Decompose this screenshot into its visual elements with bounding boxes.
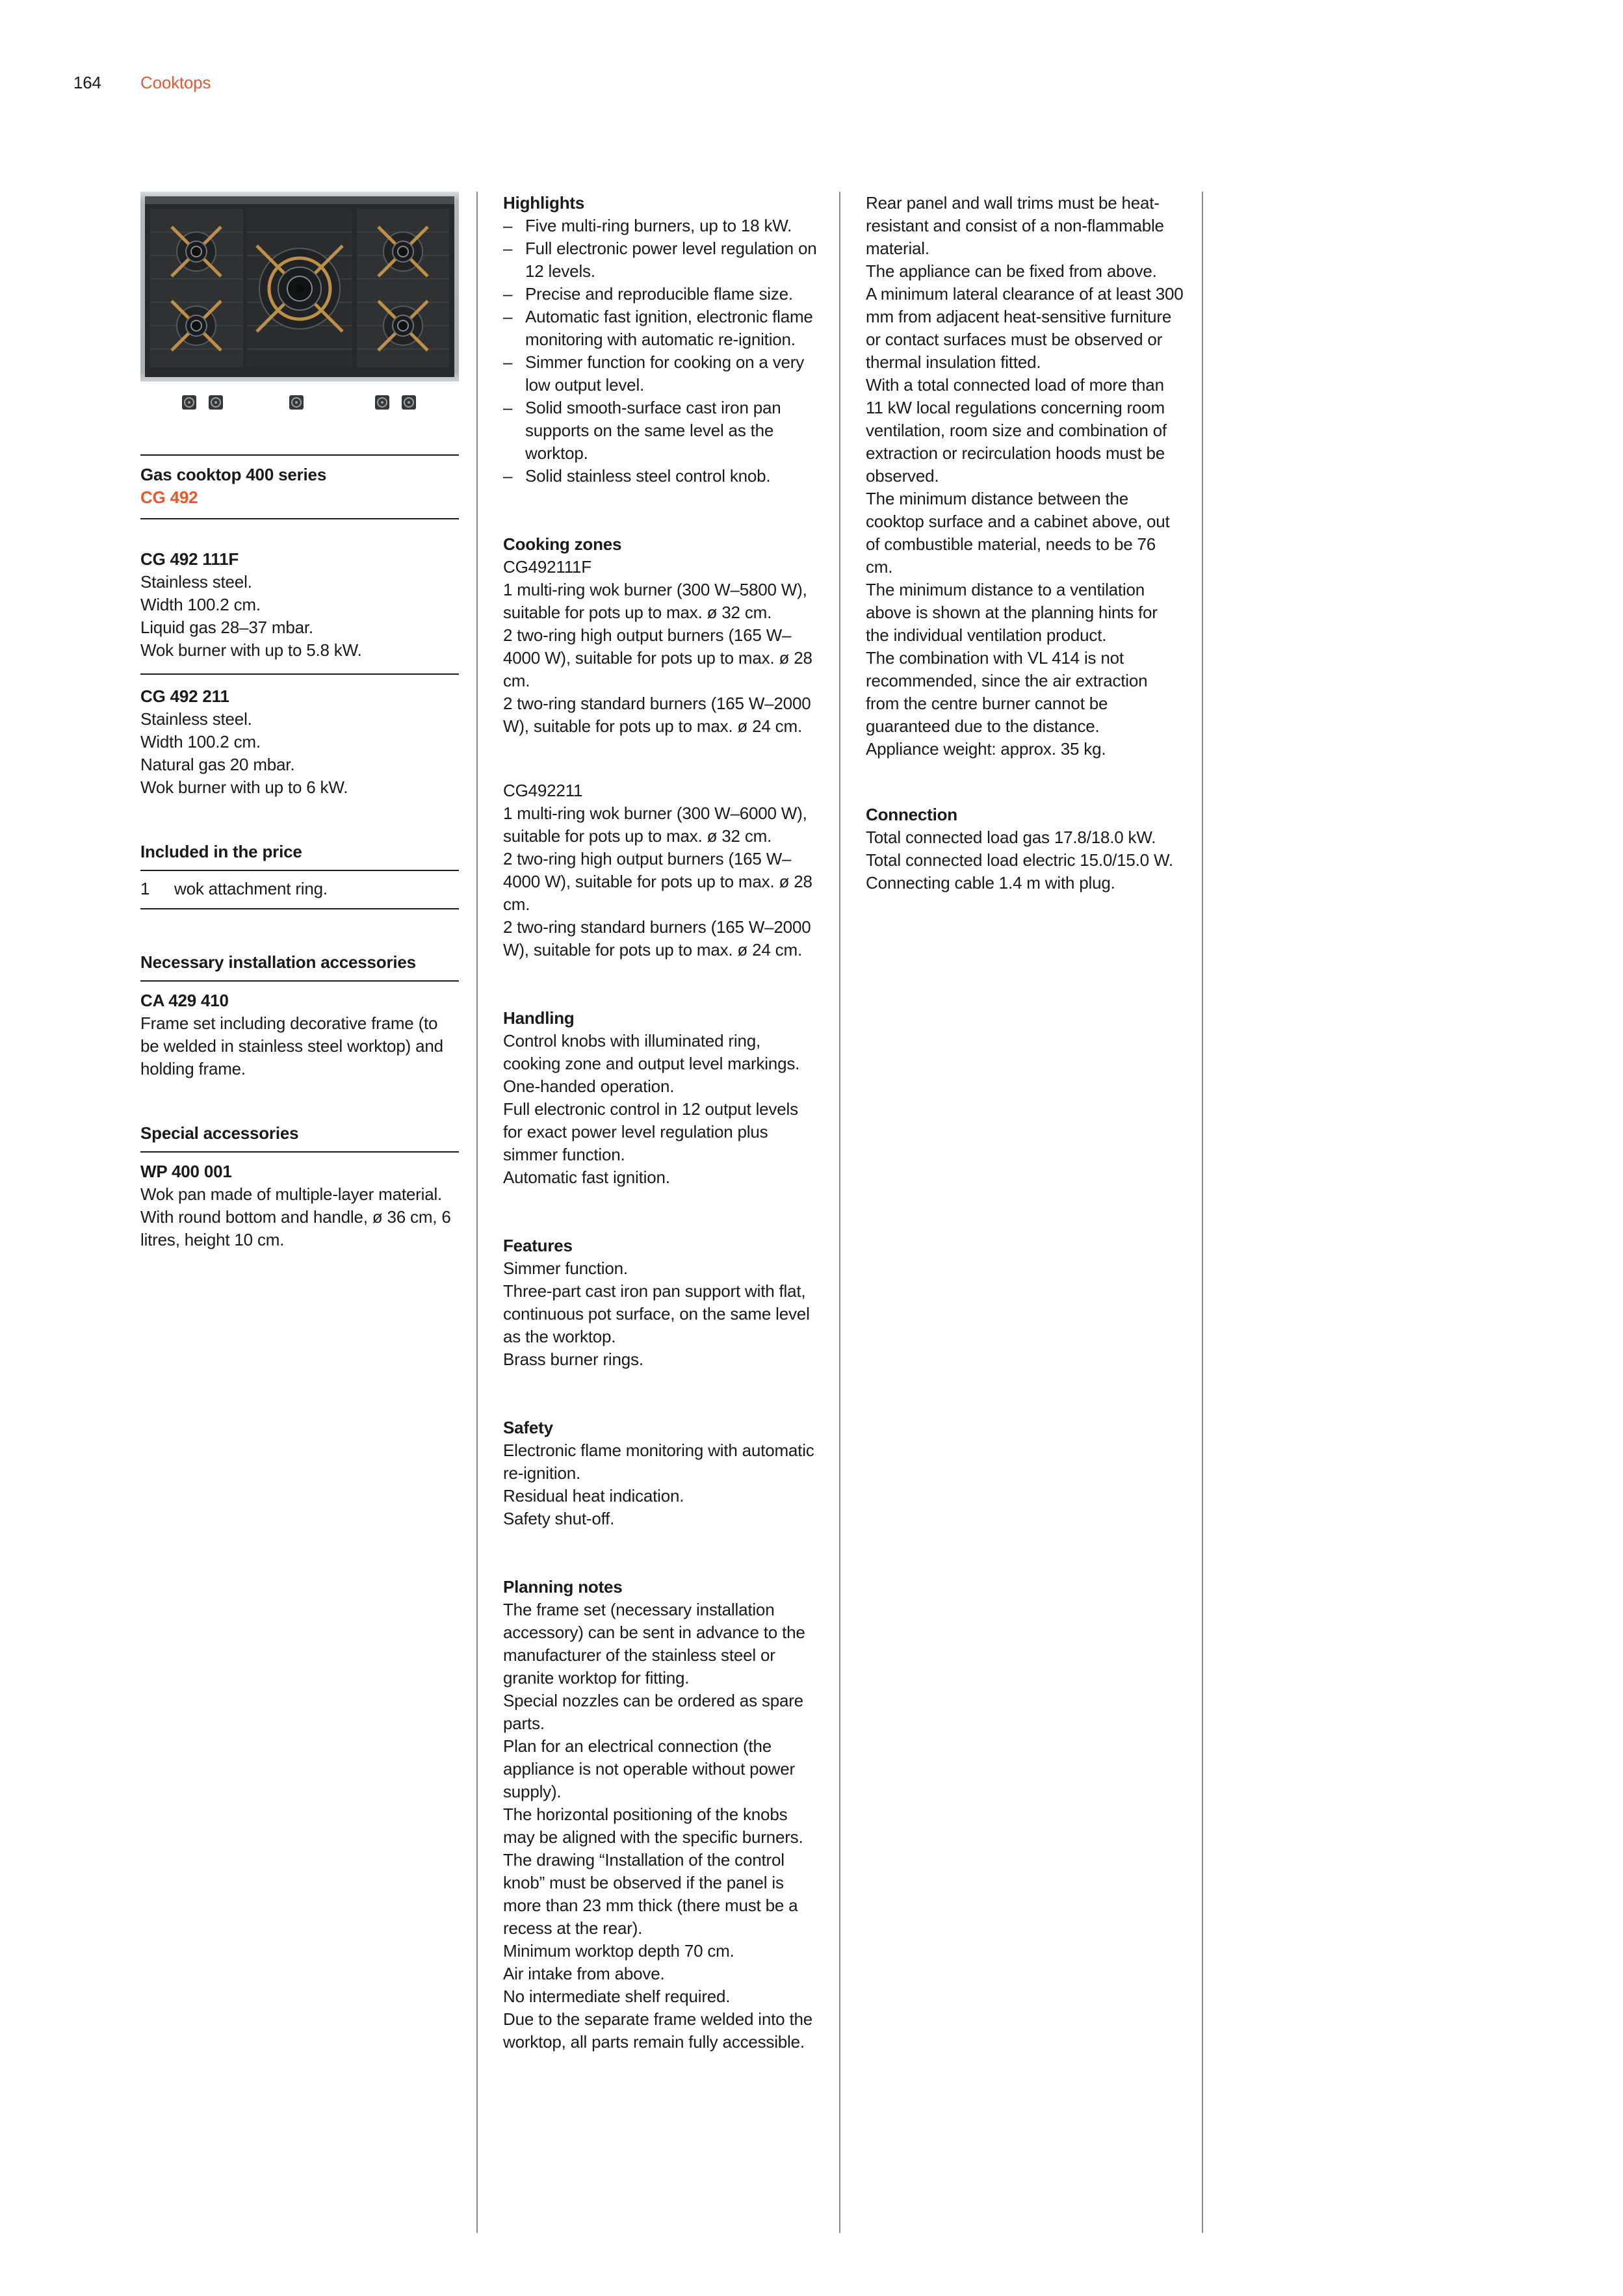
planning-note-line: Due to the separate frame welded into the worktop, all parts remain fully accessible. <box>503 2009 812 2052</box>
spec-line: Width 100.2 cm. <box>140 595 261 614</box>
highlight-text: Full electronic power level regulation on 12 levels. <box>525 239 817 281</box>
safety-line: Residual heat indication. <box>503 1486 684 1506</box>
zone-line: 2 two-ring standard burners (165 W–2000 W), suitable for pots up to max. ø 24 cm. <box>503 917 811 959</box>
page-number: 164 <box>73 73 101 92</box>
accessory-code: CA 429 410 <box>140 991 229 1010</box>
burner-top-left <box>172 227 221 276</box>
highlight-item <box>503 283 822 306</box>
highlight-text: Solid stainless steel control knob. <box>525 466 771 486</box>
planning-note-line: Air intake from above. <box>503 1964 665 1983</box>
accessory-text: With round bottom and handle, ø 36 cm, 6 litres, height 10 cm. <box>140 1207 451 1249</box>
zone-model-code: CG492111F <box>503 557 591 577</box>
safety-section <box>503 1416 822 1530</box>
highlight-item <box>503 465 822 488</box>
burner-bottom-right <box>378 301 428 350</box>
zone-line: 1 multi-ring wok burner (300 W–5800 W), suitable for pots up to max. ø 32 cm. <box>503 580 807 622</box>
safety-line: Safety shut-off. <box>503 1509 615 1528</box>
feature-line: Brass burner rings. <box>503 1350 643 1369</box>
variant-cg-492-111f <box>140 548 459 662</box>
necessary-accessories-section <box>140 951 459 1080</box>
dash-bullet: – <box>503 307 513 326</box>
connection-line: Total connected load gas 17.8/18.0 kW. <box>866 828 1156 847</box>
features-heading: Features <box>503 1236 573 1255</box>
zone-model-code: CG492211 <box>503 781 583 800</box>
cooking-zones-section <box>503 533 822 961</box>
burner-bottom-left <box>172 301 221 350</box>
planning-notes-lines <box>503 1598 822 2054</box>
handling-lines <box>503 1030 822 1189</box>
planning-note-line: Minimum worktop depth 70 cm. <box>503 1941 734 1961</box>
handling-line: Control knobs with illuminated ring, cooking zone and output level markings. <box>503 1031 800 1073</box>
highlight-text: Precise and reproducible flame size. <box>525 284 793 304</box>
section-title: Cooktops <box>140 73 211 92</box>
column-divider <box>839 192 840 2233</box>
dash-bullet: – <box>503 352 513 372</box>
variant-code: CG 492 111F <box>140 549 239 569</box>
included-item-row <box>140 871 459 909</box>
highlight-item <box>503 351 822 397</box>
spec-line: Wok burner with up to 6 kW. <box>140 777 348 797</box>
planning-paragraph: Rear panel and wall trims must be heat-resistant and consist of a non-flammable material. <box>866 193 1164 258</box>
safety-lines <box>503 1439 822 1530</box>
spec-line: Stainless steel. <box>140 709 252 729</box>
highlight-item <box>503 397 822 465</box>
content-area <box>140 192 1203 2233</box>
planning-note-line: Plan for an electrical connection (the appliance is not operable without power supply). <box>503 1736 795 1801</box>
highlights-heading: Highlights <box>503 193 585 213</box>
special-heading: Special accessories <box>140 1122 459 1153</box>
knob-icon <box>182 395 196 410</box>
highlight-text: Five multi-ring burners, up to 18 kW. <box>525 216 792 235</box>
cooking-zones-cg492211 <box>503 779 822 961</box>
spec-line: Liquid gas 28–37 mbar. <box>140 618 313 637</box>
variant-spec-list <box>140 708 459 799</box>
planning-paragraph: Appliance weight: approx. 35 kg. <box>866 739 1106 759</box>
handling-line: Automatic fast ignition. <box>503 1168 670 1187</box>
dash-bullet: – <box>503 466 513 486</box>
accessory-description <box>140 1012 459 1080</box>
product-image <box>140 192 459 387</box>
zone-lines <box>503 579 822 738</box>
feature-line: Simmer function. <box>503 1259 628 1278</box>
variant-cg-492-211 <box>140 673 459 799</box>
product-model: CG 492 <box>140 488 198 507</box>
zone-line: 2 two-ring standard burners (165 W–2000 W), suitable for pots up to max. ø 24 cm. <box>503 694 811 736</box>
product-column <box>140 192 459 1251</box>
product-title-block <box>140 454 459 519</box>
knob-icon <box>402 395 416 410</box>
spec-line: Natural gas 20 mbar. <box>140 755 295 774</box>
connection-heading: Connection <box>866 805 957 824</box>
accessory-code: WP 400 001 <box>140 1162 232 1181</box>
planning-notes-heading: Planning notes <box>503 1577 623 1597</box>
feature-line: Three-part cast iron pan support with flat, continuous pot surface, on the same level as the worktop. <box>503 1281 810 1346</box>
dash-bullet: – <box>503 216 513 235</box>
features-lines <box>503 1257 822 1371</box>
product-series: Gas cooktop 400 series <box>140 465 327 484</box>
necessary-heading: Necessary installation accessories <box>140 951 459 982</box>
zone-line: 2 two-ring high output burners (165 W–4000 W), suitable for pots up to max. ø 28 cm. <box>503 849 812 914</box>
highlights-list <box>503 215 822 488</box>
burner-top-right <box>378 227 428 276</box>
included-in-price-section <box>140 841 459 909</box>
safety-heading: Safety <box>503 1418 553 1437</box>
planning-paragraph: With a total connected load of more than 11 kW local regulations concerning room ventilation, room size and combination of extraction or recirculation hoods must be observed. <box>866 375 1167 486</box>
connection-section <box>866 803 1184 894</box>
dash-bullet: – <box>503 239 513 258</box>
zone-lines <box>503 802 822 961</box>
highlight-item <box>503 237 822 283</box>
cooking-zones-cg492111f <box>503 556 822 738</box>
planning-notes-section <box>503 1576 822 2054</box>
handling-line: Full electronic control in 12 output levels for exact power level regulation plus simmer function. <box>503 1099 798 1164</box>
included-item: wok attachment ring. <box>174 879 328 898</box>
planning-paragraph: The combination with VL 414 is not recommended, since the air extraction from the centre burner cannot be guaranteed due to the distance. <box>866 648 1148 736</box>
handling-line: One-handed operation. <box>503 1076 675 1096</box>
planning-paragraph: The minimum distance to a ventilation above is shown at the planning hints for the individual ventilation product. <box>866 580 1158 645</box>
zone-line: 1 multi-ring wok burner (300 W–6000 W), suitable for pots up to max. ø 32 cm. <box>503 803 807 846</box>
details-column <box>503 192 822 2054</box>
highlight-item <box>503 306 822 351</box>
planning-continuation-lines <box>866 192 1184 761</box>
highlight-text: Simmer function for cooking on a very low output level. <box>525 352 805 395</box>
control-knob-icons <box>140 394 459 411</box>
spec-line: Width 100.2 cm. <box>140 732 261 751</box>
page-header <box>73 72 211 94</box>
knob-icon <box>289 395 304 410</box>
handling-section <box>503 1007 822 1189</box>
included-qty: 1 <box>140 879 150 898</box>
highlight-text: Solid smooth-surface cast iron pan supports on the same level as the worktop. <box>525 398 781 463</box>
variant-code: CG 492 211 <box>140 686 229 706</box>
special-accessories-section <box>140 1122 459 1251</box>
highlights-section <box>503 192 822 488</box>
dash-bullet: – <box>503 284 513 304</box>
planning-note-line: The frame set (necessary installation accessory) can be sent in advance to the manufacturer of the stainless steel or granite worktop for fitting. <box>503 1600 805 1688</box>
spec-line: Wok burner with up to 5.8 kW. <box>140 640 362 660</box>
planning-continuation-column <box>866 192 1184 894</box>
dash-bullet: – <box>503 398 513 417</box>
control-knobs-row <box>140 394 459 417</box>
cooktop-photo-graphic <box>140 192 459 382</box>
knob-icon <box>375 395 389 410</box>
cooking-zones-heading: Cooking zones <box>503 534 622 554</box>
planning-paragraph: The appliance can be fixed from above. <box>866 261 1157 281</box>
highlight-item <box>503 215 822 237</box>
handling-heading: Handling <box>503 1008 575 1028</box>
column-divider <box>476 192 478 2233</box>
planning-paragraph: A minimum lateral clearance of at least 300 mm from adjacent heat-sensitive furniture or contact surfaces must be observed or thermal insulation fitted. <box>866 284 1184 372</box>
accessory-description <box>140 1183 459 1251</box>
zone-line: 2 two-ring high output burners (165 W–4000 W), suitable for pots up to max. ø 28 cm. <box>503 625 812 690</box>
column-divider <box>1202 192 1203 2233</box>
highlight-text: Automatic fast ignition, electronic flame monitoring with automatic re-ignition. <box>525 307 813 349</box>
connection-line: Connecting cable 1.4 m with plug. <box>866 873 1115 893</box>
variant-spec-list <box>140 571 459 662</box>
accessory-text: Wok pan made of multiple-layer material. <box>140 1184 443 1204</box>
planning-note-line: The drawing “Installation of the control knob” must be observed if the panel is more than 23 mm thick (there must be a recess at the rear). <box>503 1850 798 1938</box>
safety-line: Electronic flame monitoring with automatic re-ignition. <box>503 1441 814 1483</box>
spec-line: Stainless steel. <box>140 572 252 592</box>
planning-note-line: The horizontal positioning of the knobs may be aligned with the specific burners. <box>503 1805 803 1847</box>
connection-lines <box>866 826 1184 894</box>
features-section <box>503 1234 822 1371</box>
planning-note-line: Special nozzles can be ordered as spare parts. <box>503 1691 803 1733</box>
planning-paragraph: The minimum distance between the cooktop surface and a cabinet above, out of combustible material, needs to be 76 cm. <box>866 489 1170 577</box>
included-heading: Included in the price <box>140 841 459 871</box>
wok-burner-center <box>257 246 343 332</box>
knob-icon <box>209 395 223 410</box>
connection-line: Total connected load electric 15.0/15.0 W. <box>866 850 1173 870</box>
planning-note-line: No intermediate shelf required. <box>503 1987 731 2006</box>
accessory-text: Frame set including decorative frame (to be welded in stainless steel worktop) and holding frame. <box>140 1013 443 1078</box>
